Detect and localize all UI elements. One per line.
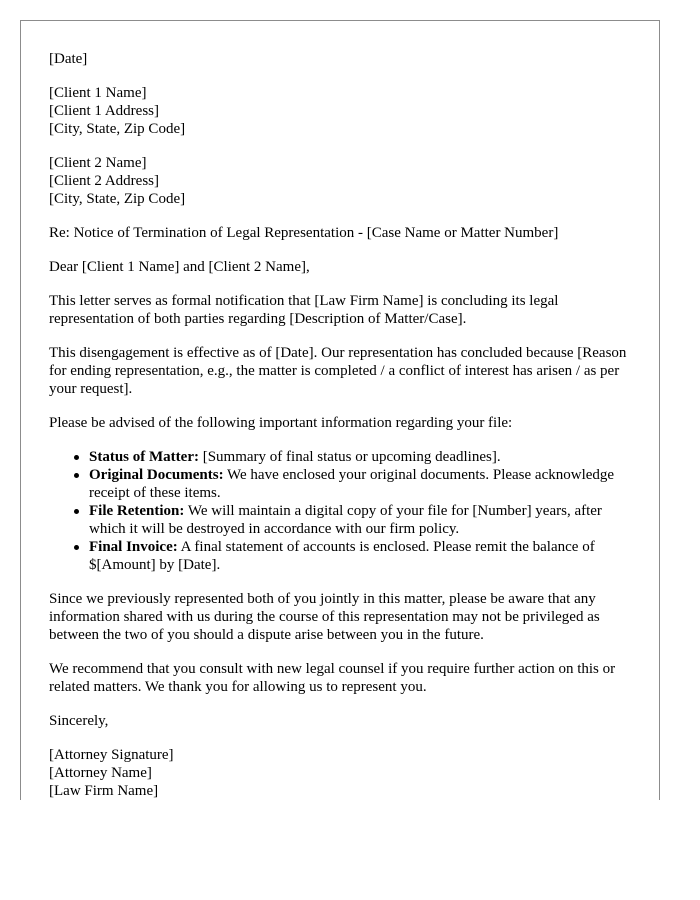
client2-name: [Client 2 Name] [49,155,147,171]
closing: Sincerely, [49,713,109,729]
bullet-icon [74,455,79,460]
attorney-name: [Attorney Name] [49,765,152,781]
list-item-text: A final statement of accounts is enclosed. Please remit the balance of $[Amount] by [Date]. [89,539,595,573]
client2-address: [Client 2 Address] [49,173,159,189]
paragraph-file-info-intro: Please be advised of the following important information regarding your file: [49,415,513,431]
signature-block [49,746,631,800]
client2-city: [City, State, Zip Code] [49,191,186,207]
client1-city: [City, State, Zip Code] [49,121,186,137]
subject-line: Re: Notice of Termination of Legal Representation - [Case Name or Matter Number] [49,225,559,241]
paragraph-privilege: Since we previously represented both of you jointly in this matter, please be aware that any information shared with us during the course of this representation may not be privileged as between the two of you should a dispute arise between you in the future. [49,591,600,643]
list-item-label: Status of Matter: [89,449,199,465]
paragraph-disengagement: This disengagement is effective as of [Date]. Our representation has concluded because [Reason for ending representation, e.g., the matter is completed / a conflict of interest has arisen / as per your request]. [49,345,627,397]
list-item-text: [Summary of final status or upcoming deadlines]. [198,449,501,465]
list-item [89,502,631,538]
list-item [89,448,631,466]
list-item-label: Final Invoice: [89,539,178,555]
law-firm-name: [Law Firm Name] [49,783,159,799]
bullet-icon [74,545,79,550]
list-item-text: We have enclosed your original documents. Please acknowledge receipt of these items. [89,467,615,501]
list-item-label: File Retention: [89,503,185,519]
client1-address: [Client 1 Address] [49,103,159,119]
salutation: Dear [Client 1 Name] and [Client 2 Name], [49,259,310,275]
bullet-icon [74,473,79,478]
bullet-icon [74,509,79,514]
attorney-signature: [Attorney Signature] [49,747,174,763]
paragraph-notification: This letter serves as formal notification that [Law Firm Name] is concluding its legal representation of both parties regarding [Description of Matter/Case]. [49,293,559,327]
paragraph-recommendation: We recommend that you consult with new legal counsel if you require further action on this or related matters. We thank you for allowing us to represent you. [49,661,616,695]
letter-page [20,20,660,800]
file-info-list [49,448,631,574]
client1-address-block [49,84,631,138]
list-item-text: We will maintain a digital copy of your file for [Number] years, after which it will be destroyed in accordance with our firm policy. [89,503,602,537]
client1-name: [Client 1 Name] [49,85,147,101]
list-item-label: Original Documents: [89,467,224,483]
letter-date: [Date] [49,51,88,67]
list-item [89,466,631,502]
client2-address-block [49,154,631,208]
list-item [89,538,631,574]
